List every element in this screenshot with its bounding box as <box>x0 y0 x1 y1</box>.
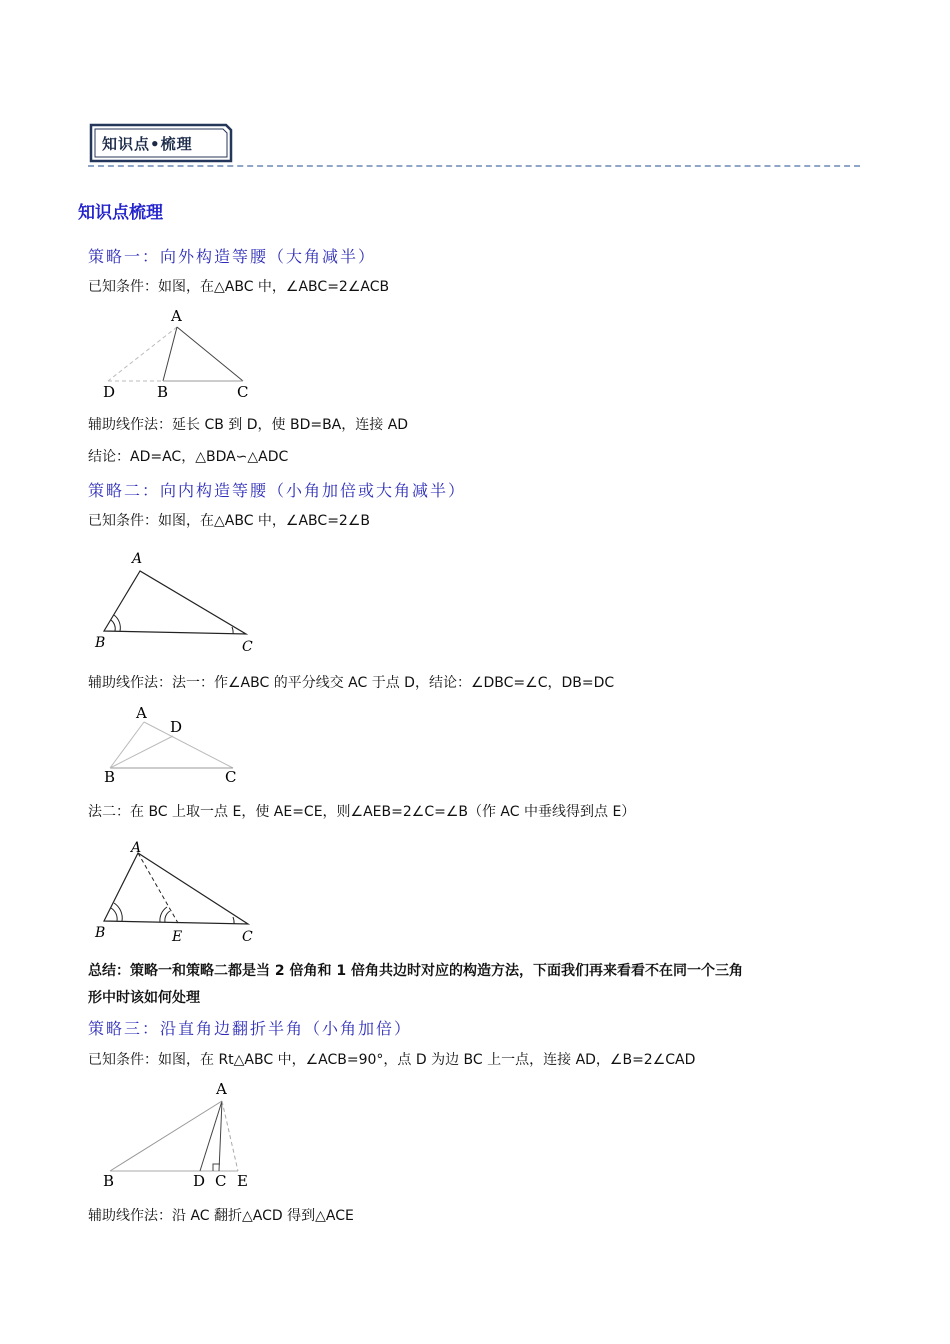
angle-c-arc <box>232 627 233 634</box>
label-c: C <box>225 768 237 786</box>
strategy1-conclusion: 结论：AD=AC，△BDA∽△ADC <box>88 449 289 465</box>
segment-ae <box>222 1101 238 1171</box>
strategy2-method1: 辅助线作法：法一：作∠ABC 的平分线交 AC 于点 D，结论：∠DBC=∠C，DB=DC <box>88 675 615 691</box>
triangle-abc <box>104 853 248 924</box>
segment-bd <box>110 736 173 768</box>
segment-ac <box>219 1101 222 1171</box>
label-b: B <box>103 1172 115 1190</box>
label-c: C <box>215 1172 227 1190</box>
strategy1-figure <box>95 305 265 400</box>
segment-ad <box>108 327 177 381</box>
strategy2-title: 策略二：向内构造等腰（小角加倍或大角减半） <box>88 481 467 500</box>
label-b: B <box>157 383 169 400</box>
header-tag-label: 知识点•梳理 <box>102 135 193 153</box>
label-c: C <box>242 929 253 945</box>
strategy3-figure <box>95 1075 270 1195</box>
label-a: A <box>216 1080 227 1098</box>
angle-b-arc-inner <box>111 620 115 631</box>
strategy2-figure3 <box>90 835 265 947</box>
angle-c-arc <box>233 917 234 924</box>
strategy3-construction: 辅助线作法：沿 AC 翻折△ACD 得到△ACE <box>88 1208 354 1224</box>
strategy1-title: 策略一：向外构造等腰（大角减半） <box>88 247 377 266</box>
segment-ab <box>110 722 144 768</box>
segment-ac <box>177 327 243 381</box>
strategy1-condition: 已知条件：如图，在△ABC 中，∠ABC=2∠ACB <box>88 279 390 295</box>
label-c: C <box>237 383 249 400</box>
strategy2-figure1 <box>90 545 265 657</box>
strategy2-condition: 已知条件：如图，在△ABC 中，∠ABC=2∠B <box>88 513 370 529</box>
label-d: D <box>193 1172 206 1190</box>
label-c: C <box>242 639 253 655</box>
label-e: E <box>237 1172 248 1190</box>
label-b: B <box>95 635 106 651</box>
label-a: A <box>132 551 143 567</box>
angle-e-arc-inner <box>165 911 170 922</box>
strategy3-condition: 已知条件：如图，在 Rt△ABC 中，∠ACB=90°，点 D 为边 BC 上一点，连接 AD，∠B=2∠CAD <box>88 1052 696 1068</box>
label-e: E <box>172 929 183 945</box>
header-divider <box>88 165 860 167</box>
segment-ab <box>110 1101 222 1171</box>
summary-line1: 总结：策略一和策略二都是当 2 倍角和 1 倍角共边时对应的构造方法，下面我们再来看看不在同一个三角 <box>88 963 743 979</box>
segment-ab <box>163 327 177 381</box>
section-title: 知识点梳理 <box>78 203 163 223</box>
strategy1-construction: 辅助线作法：延长 CB 到 D，使 BD=BA，连接 AD <box>88 417 409 433</box>
label-d: D <box>170 718 183 736</box>
angle-b-arc-inner <box>111 908 117 921</box>
label-d: D <box>103 383 116 400</box>
summary-line2: 形中时该如何处理 <box>88 990 200 1006</box>
strategy2-figure2 <box>98 700 248 788</box>
strategy2-method2: 法二：在 BC 上取一点 E，使 AE=CE，则∠AEB=2∠C=∠B（作 AC 中垂线得到点 E） <box>88 804 636 820</box>
label-a: A <box>131 840 142 856</box>
label-a: A <box>136 704 147 722</box>
label-b: B <box>95 925 106 941</box>
segment-ad <box>200 1101 222 1171</box>
segment-ac <box>144 722 233 768</box>
segment-ae <box>138 853 178 923</box>
label-a: A <box>171 307 182 325</box>
triangle-abc <box>104 571 246 634</box>
strategy3-title: 策略三：沿直角边翻折半角（小角加倍） <box>88 1019 413 1038</box>
label-b: B <box>104 768 116 786</box>
section-header-tag <box>88 122 232 162</box>
